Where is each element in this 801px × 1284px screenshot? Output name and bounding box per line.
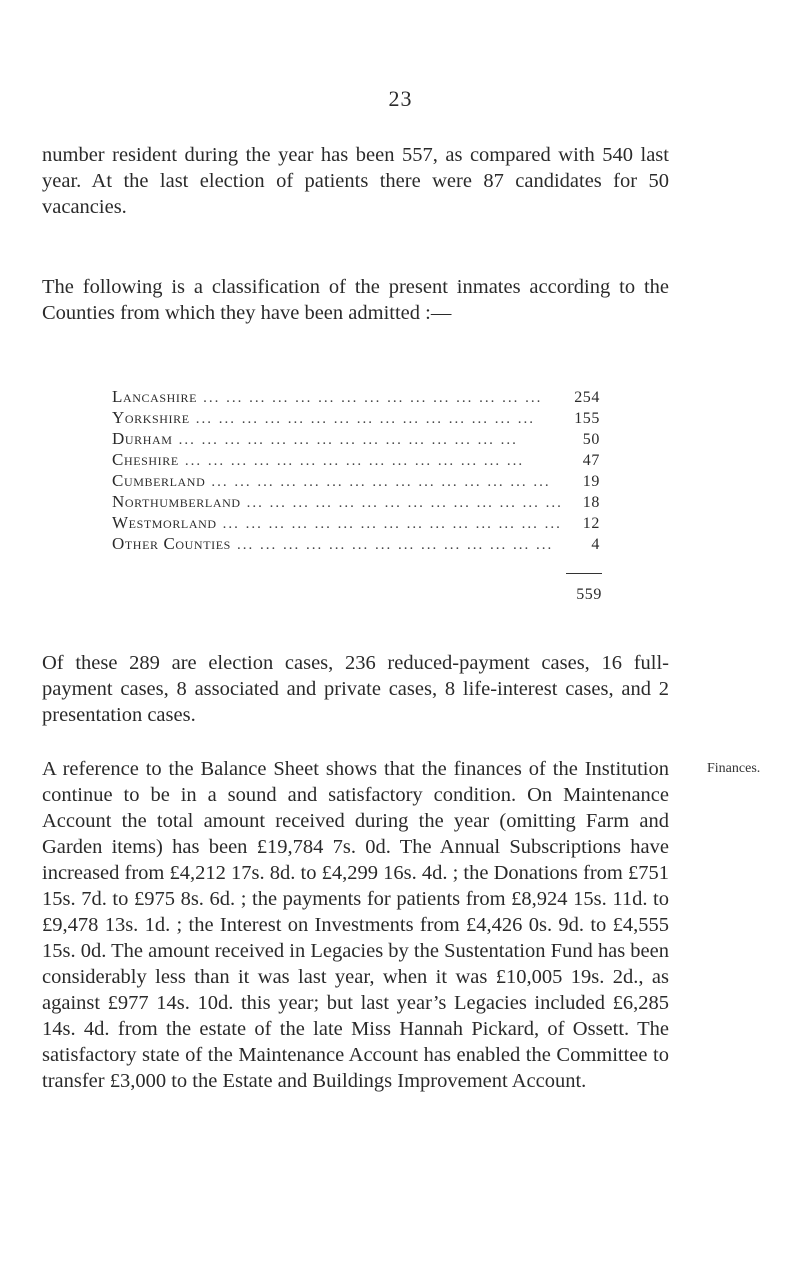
county-count: 18: [582, 494, 600, 511]
dot-leader: [205, 472, 560, 491]
counties-total: 559: [576, 586, 602, 603]
table-row: [112, 533, 600, 554]
county-count: 155: [574, 410, 600, 427]
county-name: Yorkshire: [112, 408, 190, 427]
county-count: 50: [582, 431, 600, 448]
paragraph-residents: number resident during the year has been 557, as compared with 540 last year. At the last election of patients there were 87 candidates for 50 vacancies.: [42, 144, 669, 218]
county-count: 47: [582, 452, 600, 469]
table-row: [112, 470, 600, 491]
county-name: Westmorland: [112, 513, 217, 532]
table-row: [112, 407, 600, 428]
dot-leader: [241, 493, 560, 512]
page-number: 23: [388, 86, 413, 111]
table-row: [112, 449, 600, 470]
dot-leader: [197, 388, 560, 407]
table-row: [112, 491, 600, 512]
county-table: [112, 386, 600, 554]
total-rule: [566, 573, 602, 574]
dot-leader: [173, 430, 560, 449]
table-row: [112, 386, 600, 407]
paragraph-classification: The following is a classification of the present inmates according to the Counties from which they have been admitted :—: [42, 276, 669, 324]
county-count: 12: [582, 515, 600, 532]
dot-leader: [179, 451, 560, 470]
county-name: Other Counties: [112, 534, 231, 553]
dot-leader: [231, 535, 560, 554]
paragraph-finances: A reference to the Balance Sheet shows that the finances of the Institution continue to be in a sound and satisfactory condition. On Maintenance Account the total amount received during the year (omitting Farm and Garden items) has been £19,784 7s. 0d. The Annual Subscriptions have increased from £4,212 17s. 8d. to £4,299 16s. 4d. ; the Donations from £751 15s. 7d. to £975 8s. 6d. ; the payments for patients from £8,924 15s. 11d. to £9,478 13s. 1d. ; the Interest on Investments from £4,426 0s. 9d. to £4,555 15s. 0d. The amount received in Legacies by the Sustentation Fund has been considerably less than it was last year, when it was £10,005 19s. 2d., as against £977 14s. 10d. this year; but last year’s Legacies included £6,285 14s. 4d. from the estate of the late Miss Hannah Pickard, of Ossett. The satisfactory state of the Maintenance Account has enabled the Committee to transfer £3,000 to the Estate and Buildings Improvement Account.: [42, 758, 670, 1092]
county-name: Northumberland: [112, 492, 241, 511]
table-row: [112, 428, 600, 449]
county-name: Lancashire: [112, 387, 198, 406]
county-count: 4: [591, 536, 600, 553]
margin-note-finances: Finances.: [707, 761, 761, 776]
county-count: 19: [582, 473, 600, 490]
dot-leader: [190, 409, 560, 428]
county-count: 254: [574, 389, 600, 406]
table-row: [112, 512, 600, 533]
dot-leader: [217, 514, 560, 533]
county-name: Durham: [112, 429, 173, 448]
county-name: Cumberland: [112, 471, 206, 490]
county-name: Cheshire: [112, 450, 179, 469]
paragraph-cases: Of these 289 are election cases, 236 reduced-payment cases, 16 full-payment cases, 8 associated and private cases, 8 life-interest cases, and 2 presentation cases.: [42, 652, 669, 726]
